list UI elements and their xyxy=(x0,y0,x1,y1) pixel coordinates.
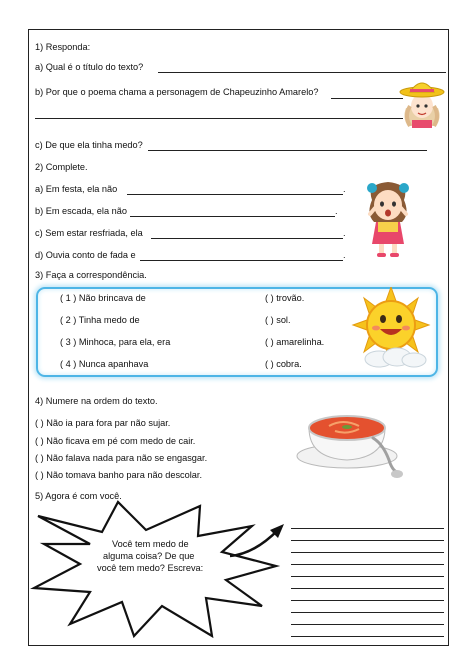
q1-b-label: b) Por que o poema chama a personagem de Chapeuzinho Amarelo? xyxy=(35,87,319,97)
q4-item-4[interactable]: ( ) Não tomava banho para não descolar. xyxy=(35,470,203,480)
q5-heading: 5) Agora é com você. xyxy=(35,491,122,501)
q2-b-label: b) Em escada, ela não xyxy=(35,206,127,216)
q5-writing-line-2[interactable] xyxy=(291,540,444,541)
q5-writing-line-3[interactable] xyxy=(291,552,444,553)
soup-bowl-icon xyxy=(295,404,405,482)
q3-heading: 3) Faça a correspondência. xyxy=(35,270,147,280)
q5-writing-line-9[interactable] xyxy=(291,624,444,625)
q3-left-1: ( 1 ) Não brincava de xyxy=(60,293,146,303)
q4-heading: 4) Numere na ordem do texto. xyxy=(35,396,158,406)
q2-heading: 2) Complete. xyxy=(35,162,88,172)
smiling-sun-on-cloud-icon xyxy=(349,287,435,369)
q3-right-3[interactable]: ( ) amarelinha. xyxy=(265,337,325,347)
q2-a-label: a) Em festa, ela não xyxy=(35,184,118,194)
girl-with-yellow-hat-icon xyxy=(398,76,446,128)
q2-a-period: . xyxy=(343,184,346,194)
q5-writing-line-10[interactable] xyxy=(291,636,444,637)
q2-c-label: c) Sem estar resfriada, ela xyxy=(35,228,143,238)
q5-writing-line-5[interactable] xyxy=(291,576,444,577)
q2-b-period: . xyxy=(335,206,338,216)
q1-heading: 1) Responda: xyxy=(35,42,91,52)
q3-left-2: ( 2 ) Tinha medo de xyxy=(60,315,140,325)
q4-item-2[interactable]: ( ) Não ficava em pé com medo de cair. xyxy=(35,436,196,446)
q4-item-3[interactable]: ( ) Não falava nada para não se engasgar. xyxy=(35,453,208,463)
q1-a-answer-line[interactable] xyxy=(158,72,446,73)
q2-d-period: . xyxy=(343,250,346,260)
q5-bubble-line-1: Você tem medo de xyxy=(112,539,189,549)
q5-writing-line-8[interactable] xyxy=(291,612,444,613)
scared-girl-icon xyxy=(362,178,414,258)
q2-a-answer-line[interactable] xyxy=(127,194,343,195)
q4-item-1[interactable]: ( ) Não ia para fora par não sujar. xyxy=(35,418,171,428)
q5-bubble-line-3: você tem medo? Escreva: xyxy=(97,563,204,573)
arrow-icon xyxy=(226,520,288,562)
q5-bubble-line-2: alguma coisa? De que xyxy=(103,551,195,561)
q5-writing-line-7[interactable] xyxy=(291,600,444,601)
q3-left-3: ( 3 ) Minhoca, para ela, era xyxy=(60,337,171,347)
q1-c-answer-line[interactable] xyxy=(148,150,427,151)
q3-right-1[interactable]: ( ) trovão. xyxy=(265,293,305,303)
q2-b-answer-line[interactable] xyxy=(130,216,335,217)
q5-writing-line-1[interactable] xyxy=(291,528,444,529)
q2-d-label: d) Ouvia conto de fada e xyxy=(35,250,136,260)
q2-c-period: . xyxy=(343,228,346,238)
q1-b-answer-line-2[interactable] xyxy=(35,118,403,119)
q2-c-answer-line[interactable] xyxy=(151,238,343,239)
q2-d-answer-line[interactable] xyxy=(140,260,343,261)
q3-right-2[interactable]: ( ) sol. xyxy=(265,315,291,325)
q5-writing-line-6[interactable] xyxy=(291,588,444,589)
q5-writing-line-4[interactable] xyxy=(291,564,444,565)
q1-c-label: c) De que ela tinha medo? xyxy=(35,140,143,150)
q3-right-4[interactable]: ( ) cobra. xyxy=(265,359,302,369)
q3-left-4: ( 4 ) Nunca apanhava xyxy=(60,359,149,369)
q1-b-answer-line-1[interactable] xyxy=(331,98,403,99)
q1-a-label: a) Qual é o título do texto? xyxy=(35,62,144,72)
